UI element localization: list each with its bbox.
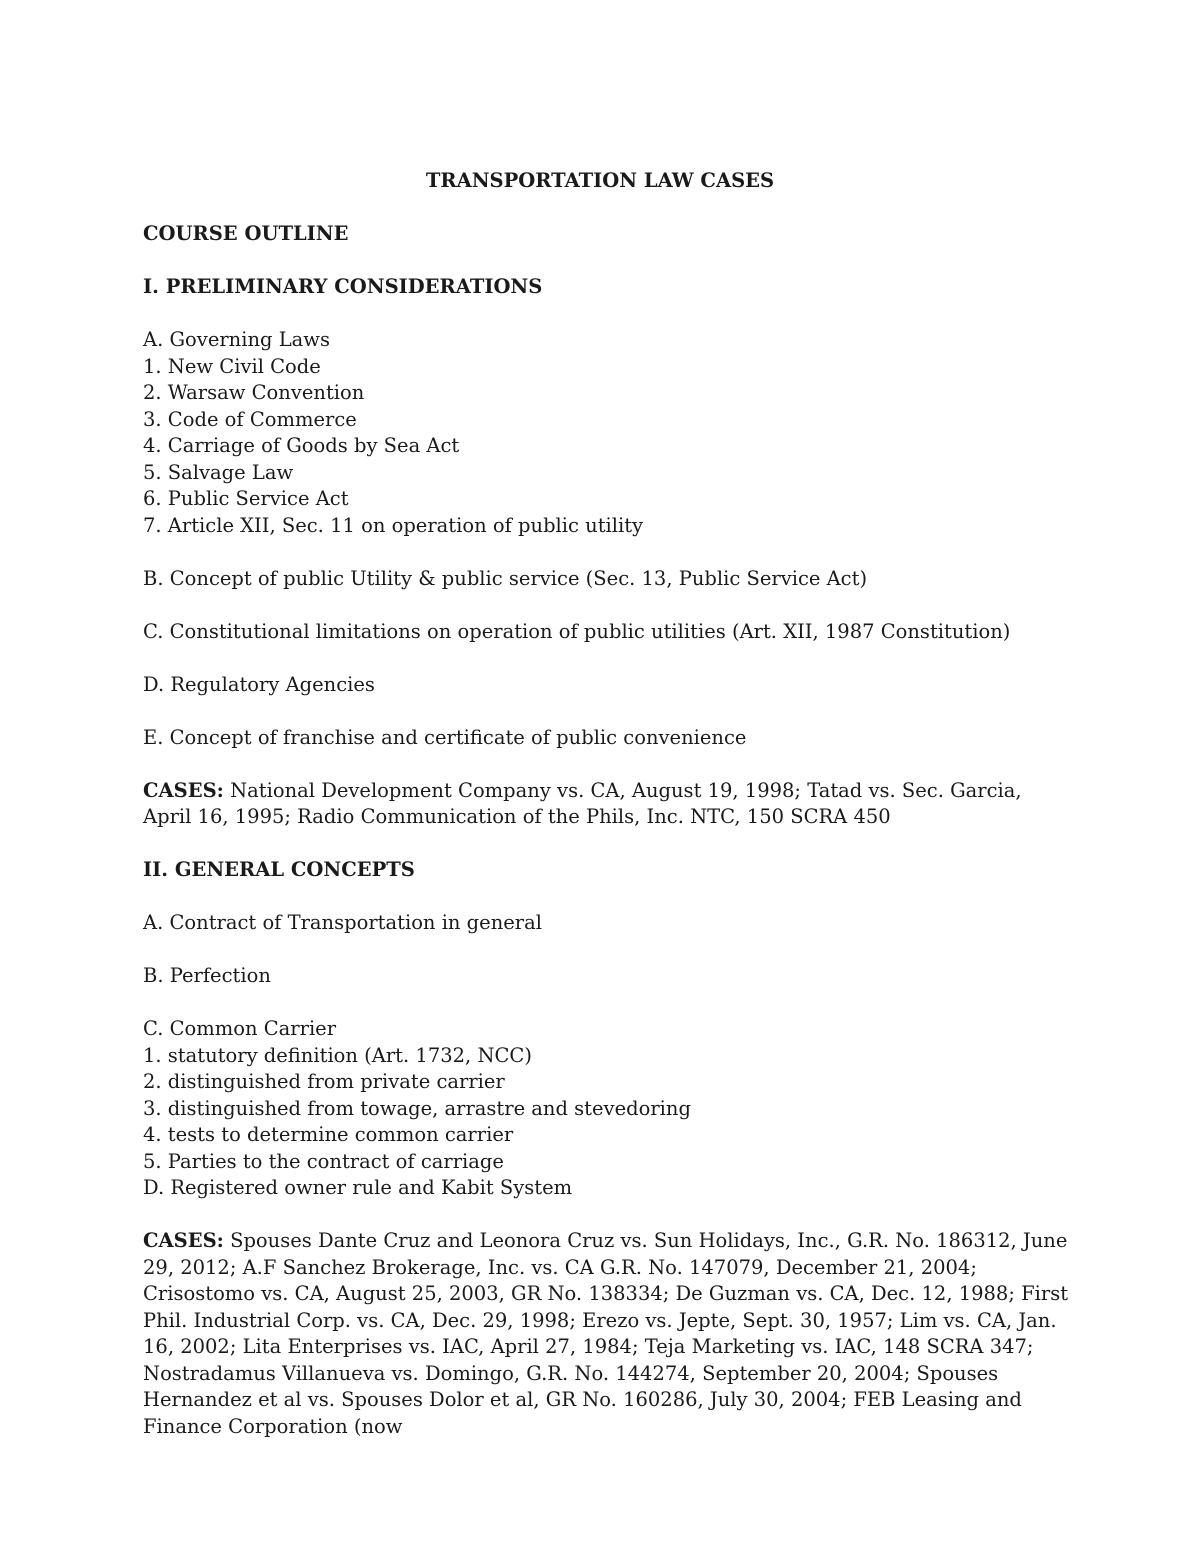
section-2-cases <box>143 1228 1073 1440</box>
section-2-item-b: B. Perfection <box>143 964 271 987</box>
section-1-heading: I. PRELIMINARY CONSIDERATIONS <box>143 275 543 298</box>
section-1-item-e: E. Concept of franchise and certificate of public convenience <box>143 725 747 749</box>
governing-laws-list <box>143 327 1073 539</box>
section-1-cases <box>143 778 1073 831</box>
document-title: TRANSPORTATION LAW CASES <box>425 169 775 192</box>
list-item: 1. statutory definition (Art. 1732, NCC) <box>143 1043 532 1067</box>
section-1-item-c: C. Constitutional limitations on operation of public utilities (Art. XII, 1987 Constitution) <box>143 619 1011 643</box>
list-item: D. Registered owner rule and Kabit System <box>143 1176 573 1199</box>
section-1-item-b: B. Concept of public Utility & public service (Sec. 13, Public Service Act) <box>143 566 868 590</box>
section-2-item-a: A. Contract of Transportation in general <box>143 911 542 934</box>
cases-text: Spouses Dante Cruz and Leonora Cruz vs. Sun Holidays, Inc., G.R. No. 186312, June 29, 2012; A.F Sanchez Brokerage, Inc. vs. CA G.R. No. 147079, December 21, 2004; Crisostomo vs. CA, August 25, 2003, GR No. 138334; De Guzman vs. CA, Dec. 12, 1988; First Phil. Industrial Corp. vs. CA, Dec. 29, 1998; Erezo vs. Jepte, Sept. 30, 1957; Lim vs. CA, Jan. 16, 2002; Lita Enterprises vs. IAC, April 27, 1984; Teja Marketing vs. IAC, 148 SCRA 347; Nostradamus Villanueva vs. Domingo, G.R. No. 144274, September 20, 2004; Spouses Hernandez et al vs. Spouses Dolor et al, GR No. 160286, July 30, 2004; FEB Leasing and Finance Corporation (now <box>143 1229 1069 1438</box>
cases-label: CASES: <box>143 778 224 802</box>
list-item: 2. Warsaw Convention <box>143 381 365 404</box>
common-carrier-list <box>143 1016 1073 1202</box>
list-item: 4. Carriage of Goods by Sea Act <box>143 434 460 457</box>
list-item: 1. New Civil Code <box>143 354 321 378</box>
course-outline-heading: COURSE OUTLINE <box>143 222 349 245</box>
list-item: 2. distinguished from private carrier <box>143 1070 505 1093</box>
list-item: 5. Salvage Law <box>143 460 294 484</box>
list-item: 3. distinguished from towage, arrastre and stevedoring <box>143 1096 691 1120</box>
cases-text: National Development Company vs. CA, August 19, 1998; Tatad vs. Sec. Garcia, April 16, 1995; Radio Communication of the Phils, Inc. NTC, 150 SCRA 450 <box>143 778 1022 828</box>
section-2-heading: II. GENERAL CONCEPTS <box>143 858 415 881</box>
list-item: 6. Public Service Act <box>143 487 349 510</box>
document-body <box>143 168 1073 1467</box>
list-item: 3. Code of Commerce <box>143 407 357 431</box>
cases-label: CASES: <box>143 1229 224 1252</box>
list-item: 7. Article XII, Sec. 11 on operation of public utility <box>143 513 644 537</box>
list-item: A. Governing Laws <box>143 328 330 351</box>
list-item: 5. Parties to the contract of carriage <box>143 1149 504 1173</box>
list-item: C. Common Carrier <box>143 1017 337 1040</box>
section-1-item-d: D. Regulatory Agencies <box>143 672 375 696</box>
list-item: 4. tests to determine common carrier <box>143 1123 514 1146</box>
